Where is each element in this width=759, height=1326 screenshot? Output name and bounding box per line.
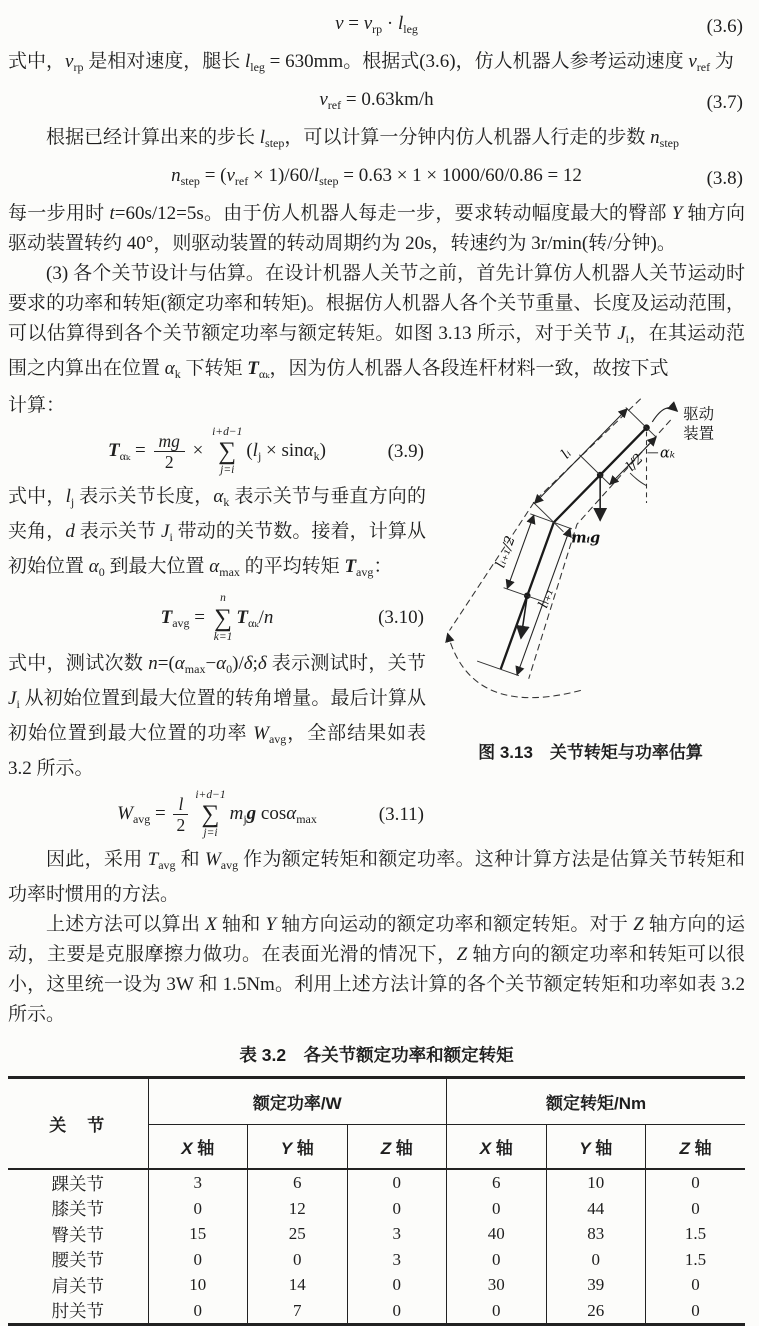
paragraph-compute-label: 计算： xyxy=(8,395,66,416)
col-header-z-axis: Z 轴 xyxy=(646,1125,746,1170)
col-header-joint: 关 节 xyxy=(8,1078,148,1170)
drive-device-leader-arrow xyxy=(652,408,677,422)
col-header-x-axis: X 轴 xyxy=(148,1125,248,1170)
table-cell: 30 xyxy=(447,1272,547,1298)
left-text-column xyxy=(8,391,426,845)
equation-body: $v = v_{rp} \cdot l_{leg}$ xyxy=(335,13,418,36)
equation-number: (3.8) xyxy=(706,167,743,189)
table-row-hip xyxy=(8,1221,745,1247)
equation-3-7 xyxy=(8,83,745,122)
table-cell: 6 xyxy=(447,1169,547,1196)
table-group-header-row xyxy=(8,1078,745,1125)
label-l-i1: lᵢ₊₁ xyxy=(535,586,558,611)
joint-name: 踝关节 xyxy=(51,1173,104,1194)
equation-body: $v_{ref} = 0.63km/h$ xyxy=(319,89,434,112)
table-cell: 3 xyxy=(148,1169,248,1196)
table-cell: 0 xyxy=(447,1298,547,1325)
joint-name: 臀关节 xyxy=(51,1224,104,1245)
col-header-y-axis: Y 轴 xyxy=(248,1125,348,1170)
table-cell: 40 xyxy=(447,1221,547,1247)
equation-3-6 xyxy=(8,7,745,46)
table-3-2 xyxy=(8,1076,745,1326)
table-cell: 0 xyxy=(646,1272,746,1298)
equation-3-10 xyxy=(8,588,426,647)
table-cell: 1.5 xyxy=(646,1247,746,1273)
figure-caption: 图 3.13 关节转矩与功率估算 xyxy=(478,743,703,762)
figure-labels xyxy=(493,405,715,610)
table-cell: 0 xyxy=(347,1272,447,1298)
table-title: 表 3.2 各关节额定功率和额定转矩 xyxy=(239,1045,514,1066)
table-cell: 44 xyxy=(546,1196,646,1222)
col-header-rated-power: 额定功率/W xyxy=(148,1078,447,1125)
col-header-y-axis: Y 轴 xyxy=(546,1125,646,1170)
equation-number: (3.7) xyxy=(706,91,743,113)
table-cell: 15 xyxy=(148,1221,248,1247)
table-cell: 3 xyxy=(347,1247,447,1273)
table-cell: 0 xyxy=(546,1247,646,1273)
paragraph-xyz-method: 上述方法可以算出 X 轴和 Y 轴方向运动的额定功率和额定转矩。对于 Z 轴方向的运动，主要是克服摩擦力做功。在表面光滑的情况下，Z 轴方向的额定功率和转矩可以很小，这里统一设为 3W 和 1.5Nm。利用上述方法计算的各个关节额定转矩和功率如表 3.2 所示。 xyxy=(8,914,745,1026)
motion-range-dashed-outline xyxy=(448,399,671,698)
table-cell: 0 xyxy=(646,1169,746,1196)
two-column-block xyxy=(8,391,745,845)
joint-name: 肩关节 xyxy=(51,1275,104,1296)
equation-3-8 xyxy=(8,159,745,198)
table-cell: 7 xyxy=(248,1298,348,1325)
table-cell: 10 xyxy=(546,1169,646,1196)
equation-body: $n_{step} = (v_{ref} \times 1)/60/l_{step} = 0.63 \times 1 \times 1000/60/0.86 = 12$ xyxy=(171,165,582,188)
label-drive-device: 驱动 xyxy=(683,405,715,424)
table-row-ankle xyxy=(8,1169,745,1196)
table-cell: 3 xyxy=(347,1221,447,1247)
label-m-i-g: mᵢg xyxy=(571,529,601,547)
table-cell: 0 xyxy=(148,1298,248,1325)
figure-3-13 xyxy=(436,391,745,845)
paragraph-conclusion: 因此，采用 $T_{avg}$ 和 $W_{avg}$ 作为额定转矩和额定功率。这种计算方法是估算关节转矩和功率时惯用的方法。 xyxy=(8,849,745,906)
label-l-i: lᵢ xyxy=(558,445,575,462)
label-l-i1-half: lᵢ₊₁/2 xyxy=(492,533,519,570)
table-cell: 0 xyxy=(646,1196,746,1222)
equation-number: (3.9) xyxy=(387,440,424,462)
table-cell: 25 xyxy=(248,1221,348,1247)
equation-number: (3.6) xyxy=(706,15,743,37)
label-l-half: l/2 xyxy=(623,450,647,475)
table-cell: 0 xyxy=(646,1298,746,1325)
table-row-knee xyxy=(8,1196,745,1222)
table-cell: 0 xyxy=(347,1196,447,1222)
paragraph-relative-speed: 式中，$v_{rp}$ 是相对速度，腿长 $l_{leg} = 630mm$。根据式(3.6)，仿人机器人参考运动速度 $v_{ref}$ 为 xyxy=(8,51,734,74)
table-cell: 0 xyxy=(447,1196,547,1222)
table-cell: 6 xyxy=(248,1169,348,1196)
table-cell: 0 xyxy=(447,1247,547,1273)
equation-3-11 xyxy=(8,785,426,844)
paragraph-step-count: 根据已经计算出来的步长 $l_{step}$，可以计算一分钟内仿人机器人行走的步数 $n_{step}$ xyxy=(46,127,679,150)
table-cell: 1.5 xyxy=(646,1221,746,1247)
col-header-z-axis: Z 轴 xyxy=(347,1125,447,1170)
table-row-shoulder xyxy=(8,1272,745,1298)
paragraph-step-time: 每一步用时 t=60s/12=5s。由于仿人机器人每走一步，要求转动幅度最大的臀部 Y 轴方向驱动装置转约 40°，则驱动装置的转动周期约为 20s，转速约为 3r/min(转/分钟)。 xyxy=(8,203,745,254)
equation-body: $T_{\alpha_k}$ = $\frac{mg}{2}$ × i+d−1 ∑ j=i $(l_j \times \sin\alpha_k)$ xyxy=(108,426,326,477)
table-cell: 0 xyxy=(148,1196,248,1222)
gravity-arrows xyxy=(521,475,600,638)
table-cell: 0 xyxy=(148,1247,248,1273)
equation-3-9 xyxy=(8,422,426,481)
table-row-waist xyxy=(8,1247,745,1273)
equation-body: $W_{avg}$ = $\frac{l}{2}$ i+d−1 ∑ j=i $m_jg$ cosα$_{max}$ xyxy=(117,788,317,840)
col-header-rated-torque: 额定转矩/Nm xyxy=(447,1078,746,1125)
table-cell: 26 xyxy=(546,1298,646,1325)
equation-number: (3.11) xyxy=(378,803,424,825)
equation-number: (3.10) xyxy=(378,607,424,629)
table-cell: 39 xyxy=(546,1272,646,1298)
table-cell: 0 xyxy=(347,1298,447,1325)
equation-body: $T_{avg}$ = n ∑ k=1 $T_{\alpha_k}/n$ xyxy=(160,592,274,643)
joint-name: 肘关节 xyxy=(51,1301,104,1322)
table-cell: 0 xyxy=(347,1169,447,1196)
robot-link-diagram xyxy=(436,393,745,727)
table-row-elbow xyxy=(8,1298,745,1325)
table-cell: 0 xyxy=(248,1247,348,1273)
joint-name: 腰关节 xyxy=(51,1250,104,1271)
paragraph-symbols-2: 式中，测试次数 $n=(\alpha_{max}-\alpha_0)/\delta;\delta$ 表示测试时，关节 $J_i$ 从初始位置到最大位置的转角增量。最后计算从初始位置到最大位置的功率 $W_{avg}$，全部结果如表 3.2 所示。 xyxy=(8,652,426,779)
paragraph-symbols-1: 式中，$l_j$ 表示关节长度，$\alpha_k$ 表示关节与垂直方向的夹角，d 表示关节 $J_i$ 带动的关节数。接着，计算从初始位置 $\alpha_0$ 到最大位置 $\alpha_{max}$ 的平均转矩 $T_{avg}$： xyxy=(8,486,426,580)
table-cell: 83 xyxy=(546,1221,646,1247)
joint-name: 膝关节 xyxy=(51,1199,104,1220)
table-cell: 10 xyxy=(148,1272,248,1298)
table-cell: 12 xyxy=(248,1196,348,1222)
label-drive-device: 装置 xyxy=(683,424,715,443)
col-header-x-axis: X 轴 xyxy=(447,1125,547,1170)
paragraph-joint-design: (3) 各个关节设计与估算。在设计机器人关节之前，首先计算仿人机器人关节运动时要求的功率和转矩(额定功率和转矩)。根据仿人机器人各个关节重量、长度及运动范围，可以估算得到各个关节额定功率与额定转矩。如图 3.13 所示，对于关节 $J_i$，在其运动范围之内算出在位置 $\alpha_k$ 下转矩 $T_{\alpha_k}$，因为仿人机器人各段连杆材料一致，故按下式 xyxy=(8,263,745,381)
table-cell: 14 xyxy=(248,1272,348,1298)
label-alpha-k: αₖ xyxy=(660,445,676,462)
